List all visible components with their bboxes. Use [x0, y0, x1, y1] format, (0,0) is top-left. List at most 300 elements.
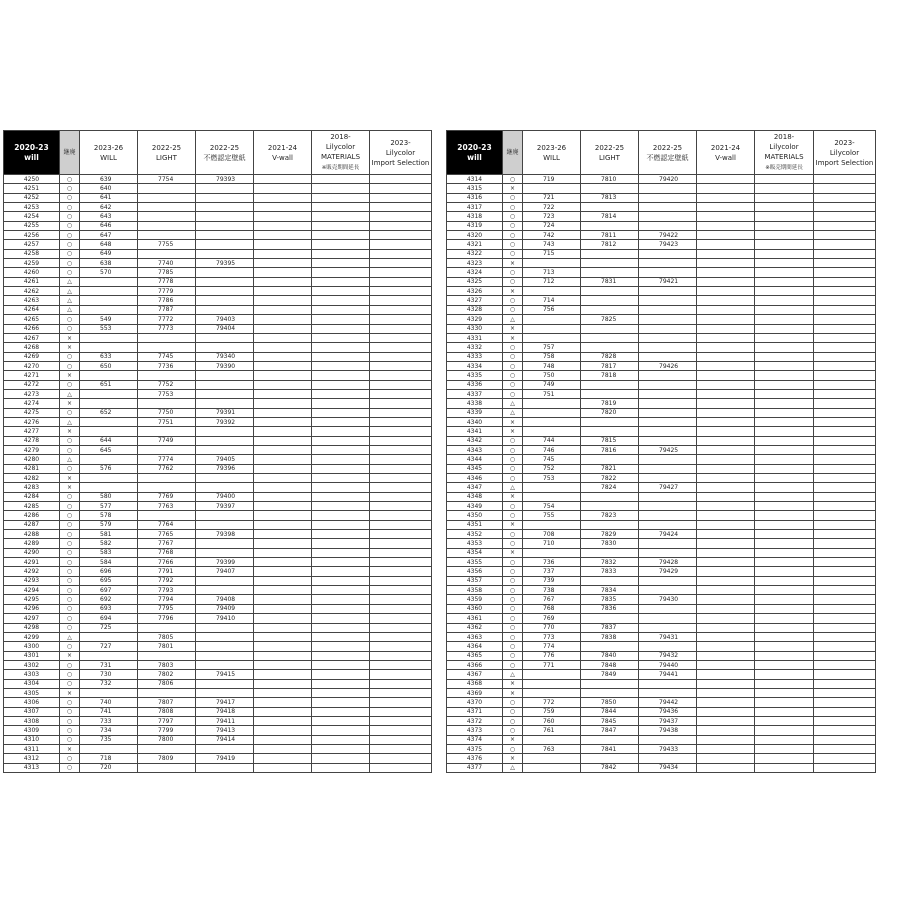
light-cell: 7778 — [138, 277, 196, 286]
light-cell — [581, 417, 639, 426]
header-will-2023: 2023-26 WILL — [80, 131, 138, 175]
table-row — [4, 464, 432, 473]
will-cell: 732 — [80, 679, 138, 688]
light-cell: 7831 — [581, 277, 639, 286]
table-row — [4, 399, 432, 408]
table-row — [4, 716, 432, 725]
lilycolor-materials-cell — [312, 483, 370, 492]
status-cell: ○ — [503, 464, 523, 473]
table-row — [447, 249, 876, 258]
will-cell: 763 — [523, 744, 581, 753]
code-cell: 4309 — [4, 726, 60, 735]
will-cell: 736 — [523, 558, 581, 567]
will-cell: 645 — [80, 445, 138, 454]
lilycolor-materials-cell — [312, 744, 370, 753]
lilycolor-materials-cell — [755, 492, 814, 501]
will-cell — [523, 287, 581, 296]
code-cell: 4281 — [4, 464, 60, 473]
vwall-cell — [697, 464, 755, 473]
vwall-cell — [697, 716, 755, 725]
status-cell: ○ — [60, 380, 80, 389]
lilycolor-import-cell — [814, 679, 876, 688]
lilycolor-import-cell — [814, 231, 876, 240]
lilycolor-materials-cell — [312, 203, 370, 212]
status-cell: × — [503, 287, 523, 296]
code-cell: 4267 — [4, 333, 60, 342]
vwall-cell — [254, 287, 312, 296]
table-row — [4, 754, 432, 763]
fire-resistant-cell — [639, 417, 697, 426]
lilycolor-materials-cell — [312, 361, 370, 370]
fire-resistant-cell — [196, 305, 254, 314]
lilycolor-import-cell — [370, 455, 432, 464]
light-cell: 7766 — [138, 558, 196, 567]
fire-resistant-cell — [639, 576, 697, 585]
vwall-cell — [254, 277, 312, 286]
lilycolor-import-cell — [814, 726, 876, 735]
fire-resistant-cell — [639, 614, 697, 623]
will-cell: 769 — [523, 614, 581, 623]
vwall-cell — [697, 763, 755, 772]
lilycolor-materials-cell — [755, 707, 814, 716]
will-cell: 759 — [523, 707, 581, 716]
will-cell: 733 — [80, 716, 138, 725]
table-row — [4, 642, 432, 651]
lilycolor-import-cell — [370, 333, 432, 342]
fire-resistant-cell — [196, 445, 254, 454]
lilycolor-import-cell — [814, 520, 876, 529]
will-cell: 578 — [80, 511, 138, 520]
lilycolor-materials-cell — [755, 567, 814, 576]
lilycolor-materials-cell — [755, 455, 814, 464]
code-cell: 4339 — [447, 408, 503, 417]
lilycolor-materials-cell — [755, 240, 814, 249]
lilycolor-materials-cell — [312, 249, 370, 258]
light-cell: 7768 — [138, 548, 196, 557]
will-cell: 744 — [523, 436, 581, 445]
will-cell — [523, 408, 581, 417]
fire-resistant-cell — [196, 212, 254, 221]
light-cell — [581, 184, 639, 193]
lilycolor-import-cell — [370, 604, 432, 613]
fire-resistant-cell: 79432 — [639, 651, 697, 660]
lilycolor-materials-cell — [312, 698, 370, 707]
light-cell — [138, 333, 196, 342]
status-cell: ○ — [60, 670, 80, 679]
status-cell: △ — [60, 277, 80, 286]
table-row — [4, 502, 432, 511]
vwall-cell — [254, 408, 312, 417]
fire-resistant-cell: 79431 — [639, 632, 697, 641]
status-cell: ○ — [503, 539, 523, 548]
header-lilycolor-import: 2023- Lilycolor Import Selection — [814, 131, 876, 175]
table-row — [447, 520, 876, 529]
table-row — [447, 754, 876, 763]
will-cell: 756 — [523, 305, 581, 314]
code-cell: 4345 — [447, 464, 503, 473]
lilycolor-import-cell — [814, 623, 876, 632]
code-cell: 4307 — [4, 707, 60, 716]
code-cell: 4323 — [447, 259, 503, 268]
vwall-cell — [697, 268, 755, 277]
status-cell: ○ — [60, 249, 80, 258]
light-cell: 7808 — [138, 707, 196, 716]
fire-resistant-cell: 79392 — [196, 417, 254, 426]
fire-resistant-cell: 79437 — [639, 716, 697, 725]
header-status: 継廃 — [60, 131, 80, 175]
code-cell: 4342 — [447, 436, 503, 445]
vwall-cell — [254, 193, 312, 202]
lilycolor-import-cell — [814, 530, 876, 539]
code-cell: 4337 — [447, 389, 503, 398]
table-row — [4, 595, 432, 604]
status-cell: × — [60, 333, 80, 342]
status-cell: △ — [503, 399, 523, 408]
lilycolor-materials-cell — [755, 305, 814, 314]
status-cell: × — [503, 492, 523, 501]
vwall-cell — [697, 707, 755, 716]
light-cell — [581, 324, 639, 333]
lilycolor-materials-cell — [312, 735, 370, 744]
lilycolor-materials-cell — [312, 679, 370, 688]
code-cell: 4318 — [447, 212, 503, 221]
lilycolor-materials-cell — [755, 530, 814, 539]
table-row — [447, 483, 876, 492]
table-row — [447, 221, 876, 230]
table-row — [447, 259, 876, 268]
vwall-cell — [254, 763, 312, 772]
lilycolor-materials-cell — [312, 716, 370, 725]
lilycolor-import-cell — [814, 296, 876, 305]
will-cell: 772 — [523, 698, 581, 707]
lilycolor-import-cell — [370, 296, 432, 305]
vwall-cell — [697, 445, 755, 454]
light-cell: 7823 — [581, 511, 639, 520]
will-cell — [523, 399, 581, 408]
lilycolor-import-cell — [814, 352, 876, 361]
lilycolor-import-cell — [370, 548, 432, 557]
table-row — [447, 445, 876, 454]
light-cell: 7818 — [581, 371, 639, 380]
code-cell: 4301 — [4, 651, 60, 660]
code-cell: 4343 — [447, 445, 503, 454]
lilycolor-import-cell — [814, 277, 876, 286]
table-row — [4, 586, 432, 595]
lilycolor-materials-cell — [755, 361, 814, 370]
will-cell: 741 — [80, 707, 138, 716]
status-cell: ○ — [503, 389, 523, 398]
status-cell: ○ — [60, 726, 80, 735]
status-cell: ○ — [60, 203, 80, 212]
will-cell: 743 — [523, 240, 581, 249]
fire-resistant-cell: 79428 — [639, 558, 697, 567]
table-row — [447, 324, 876, 333]
will-cell — [523, 417, 581, 426]
code-cell: 4292 — [4, 567, 60, 576]
will-cell — [523, 483, 581, 492]
code-cell: 4316 — [447, 193, 503, 202]
lilycolor-import-cell — [370, 492, 432, 501]
lilycolor-import-cell — [370, 483, 432, 492]
vwall-cell — [697, 184, 755, 193]
will-cell: 647 — [80, 231, 138, 240]
vwall-cell — [697, 735, 755, 744]
code-cell: 4273 — [4, 389, 60, 398]
lilycolor-materials-cell — [312, 389, 370, 398]
code-cell: 4264 — [4, 305, 60, 314]
lilycolor-import-cell — [814, 371, 876, 380]
lilycolor-import-cell — [370, 427, 432, 436]
lilycolor-materials-cell — [755, 511, 814, 520]
will-cell — [80, 744, 138, 753]
lilycolor-materials-cell — [312, 614, 370, 623]
vwall-cell — [697, 249, 755, 258]
vwall-cell — [254, 754, 312, 763]
table-row — [447, 614, 876, 623]
fire-resistant-cell: 79417 — [196, 698, 254, 707]
vwall-cell — [254, 474, 312, 483]
light-cell: 7822 — [581, 474, 639, 483]
status-cell: △ — [60, 287, 80, 296]
will-cell: 745 — [523, 455, 581, 464]
lilycolor-materials-cell — [755, 445, 814, 454]
vwall-cell — [697, 586, 755, 595]
vwall-cell — [254, 567, 312, 576]
table-row — [447, 492, 876, 501]
light-cell: 7769 — [138, 492, 196, 501]
will-cell: 773 — [523, 632, 581, 641]
table-row — [4, 445, 432, 454]
will-cell: 757 — [523, 343, 581, 352]
light-cell: 7751 — [138, 417, 196, 426]
status-cell: ○ — [503, 558, 523, 567]
lilycolor-materials-cell — [755, 763, 814, 772]
code-cell: 4289 — [4, 539, 60, 548]
lilycolor-materials-cell — [312, 688, 370, 697]
will-cell: 553 — [80, 324, 138, 333]
will-cell: 642 — [80, 203, 138, 212]
light-cell: 7779 — [138, 287, 196, 296]
will-cell: 581 — [80, 530, 138, 539]
fire-resistant-cell — [196, 184, 254, 193]
lilycolor-import-cell — [814, 632, 876, 641]
light-cell — [581, 576, 639, 585]
vwall-cell — [697, 259, 755, 268]
status-cell: △ — [503, 670, 523, 679]
vwall-cell — [697, 474, 755, 483]
lilycolor-materials-cell — [755, 249, 814, 258]
code-cell: 4334 — [447, 361, 503, 370]
status-cell: ○ — [60, 623, 80, 632]
status-cell: × — [503, 333, 523, 342]
table-row — [447, 744, 876, 753]
light-cell: 7821 — [581, 464, 639, 473]
will-cell: 708 — [523, 530, 581, 539]
code-cell: 4319 — [447, 221, 503, 230]
status-cell: ○ — [503, 352, 523, 361]
lilycolor-import-cell — [370, 698, 432, 707]
vwall-cell — [254, 268, 312, 277]
vwall-cell — [254, 240, 312, 249]
will-cell: 577 — [80, 502, 138, 511]
fire-resistant-cell: 79434 — [639, 763, 697, 772]
table-row — [4, 221, 432, 230]
table-row — [4, 287, 432, 296]
code-cell: 4296 — [4, 604, 60, 613]
code-cell: 4369 — [447, 688, 503, 697]
fire-resistant-cell — [196, 660, 254, 669]
status-cell: ○ — [503, 474, 523, 483]
table-row — [4, 483, 432, 492]
light-cell: 7837 — [581, 623, 639, 632]
lilycolor-materials-cell — [755, 464, 814, 473]
code-cell: 4367 — [447, 670, 503, 679]
status-cell: × — [60, 651, 80, 660]
vwall-cell — [697, 305, 755, 314]
table-row — [447, 576, 876, 585]
vwall-cell — [254, 530, 312, 539]
fire-resistant-cell: 79430 — [639, 595, 697, 604]
lilycolor-materials-cell — [312, 464, 370, 473]
code-cell: 4310 — [4, 735, 60, 744]
status-cell: × — [60, 474, 80, 483]
lilycolor-import-cell — [370, 567, 432, 576]
vwall-cell — [254, 548, 312, 557]
lilycolor-import-cell — [814, 586, 876, 595]
lilycolor-materials-cell — [755, 735, 814, 744]
status-cell: ○ — [503, 567, 523, 576]
light-cell: 7740 — [138, 259, 196, 268]
lilycolor-materials-cell — [755, 296, 814, 305]
code-cell: 4355 — [447, 558, 503, 567]
light-cell — [138, 651, 196, 660]
status-cell: × — [503, 679, 523, 688]
vwall-cell — [697, 408, 755, 417]
light-cell: 7772 — [138, 315, 196, 324]
fire-resistant-cell — [639, 352, 697, 361]
light-cell — [138, 511, 196, 520]
lilycolor-materials-cell — [312, 726, 370, 735]
status-cell: ○ — [60, 595, 80, 604]
lilycolor-materials-cell — [312, 333, 370, 342]
code-cell: 4364 — [447, 642, 503, 651]
vwall-cell — [697, 492, 755, 501]
will-cell: 724 — [523, 221, 581, 230]
code-cell: 4265 — [4, 315, 60, 324]
table-row — [4, 679, 432, 688]
lilycolor-import-cell — [370, 399, 432, 408]
lilycolor-materials-cell — [312, 586, 370, 595]
lilycolor-import-cell — [814, 193, 876, 202]
status-cell: ○ — [60, 735, 80, 744]
will-cell: 737 — [523, 567, 581, 576]
fire-resistant-cell — [196, 333, 254, 342]
vwall-cell — [697, 203, 755, 212]
table-row — [447, 502, 876, 511]
light-cell: 7774 — [138, 455, 196, 464]
code-cell: 4366 — [447, 660, 503, 669]
code-cell: 4363 — [447, 632, 503, 641]
light-cell: 7802 — [138, 670, 196, 679]
vwall-cell — [697, 744, 755, 753]
status-cell: ○ — [503, 698, 523, 707]
light-cell — [581, 268, 639, 277]
fire-resistant-cell — [639, 221, 697, 230]
lilycolor-materials-cell — [312, 184, 370, 193]
light-cell — [138, 399, 196, 408]
lilycolor-materials-cell — [755, 417, 814, 426]
table-row — [4, 763, 432, 772]
fire-resistant-cell: 79403 — [196, 315, 254, 324]
status-cell: ○ — [503, 632, 523, 641]
vwall-cell — [254, 604, 312, 613]
fire-resistant-cell — [196, 249, 254, 258]
light-cell: 7793 — [138, 586, 196, 595]
table-row — [447, 548, 876, 557]
code-cell: 4314 — [447, 175, 503, 184]
light-cell: 7850 — [581, 698, 639, 707]
table-row — [447, 352, 876, 361]
lilycolor-materials-cell — [312, 427, 370, 436]
code-cell: 4250 — [4, 175, 60, 184]
status-cell: ○ — [503, 371, 523, 380]
code-cell: 4294 — [4, 586, 60, 595]
lilycolor-import-cell — [814, 324, 876, 333]
lilycolor-import-cell — [370, 642, 432, 651]
status-cell: × — [503, 184, 523, 193]
lilycolor-materials-cell — [312, 595, 370, 604]
will-cell — [80, 688, 138, 697]
vwall-cell — [254, 175, 312, 184]
status-cell: ○ — [60, 511, 80, 520]
fire-resistant-cell: 79422 — [639, 231, 697, 240]
fire-resistant-cell: 79427 — [639, 483, 697, 492]
code-cell: 4287 — [4, 520, 60, 529]
lilycolor-import-cell — [370, 716, 432, 725]
code-cell: 4346 — [447, 474, 503, 483]
table-row — [4, 352, 432, 361]
table-row — [4, 651, 432, 660]
table-row — [4, 455, 432, 464]
table-row — [4, 296, 432, 305]
lilycolor-import-cell — [814, 754, 876, 763]
status-cell: ○ — [60, 221, 80, 230]
table-row — [4, 343, 432, 352]
status-cell: ○ — [60, 352, 80, 361]
status-cell: ○ — [503, 305, 523, 314]
will-cell: 633 — [80, 352, 138, 361]
status-cell: ○ — [503, 361, 523, 370]
code-cell: 4317 — [447, 203, 503, 212]
status-cell: ○ — [60, 707, 80, 716]
vwall-cell — [254, 352, 312, 361]
fire-resistant-cell — [639, 623, 697, 632]
status-cell: △ — [503, 408, 523, 417]
will-cell: 718 — [80, 754, 138, 763]
lilycolor-import-cell — [814, 203, 876, 212]
light-cell — [581, 492, 639, 501]
light-cell — [138, 688, 196, 697]
status-cell: × — [503, 735, 523, 744]
fire-resistant-cell: 79395 — [196, 259, 254, 268]
table-row — [447, 203, 876, 212]
light-cell: 7829 — [581, 530, 639, 539]
table-row — [447, 474, 876, 483]
lilycolor-materials-cell — [755, 586, 814, 595]
code-cell: 4311 — [4, 744, 60, 753]
vwall-cell — [254, 735, 312, 744]
vwall-cell — [254, 445, 312, 454]
